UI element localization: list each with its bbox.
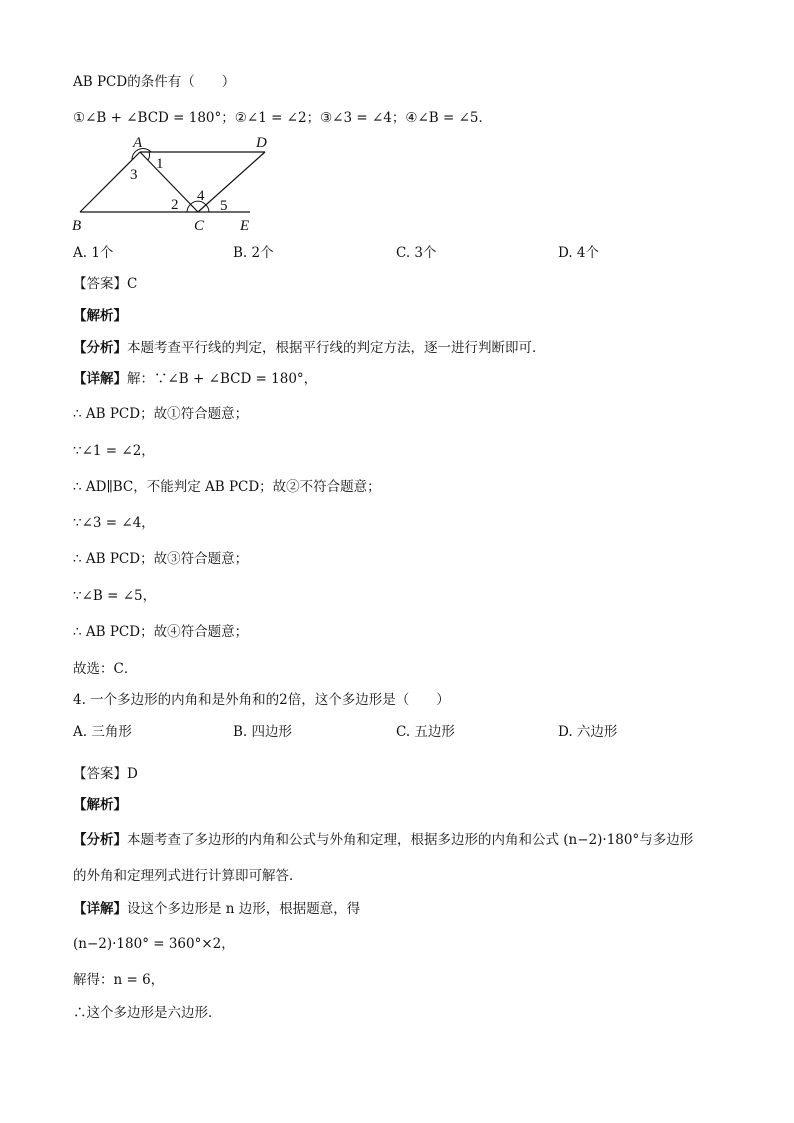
q3-detail-line-5: ∵∠3 = ∠4，	[73, 515, 155, 531]
angle-arc-1	[148, 152, 150, 160]
q3-detail-line-9: 故选：C．	[73, 661, 138, 677]
q4-analysis-line-2: 的外角和定理列式进行计算即可解答．	[73, 868, 303, 884]
q3-stem: AB PCD的条件有（ ）	[73, 74, 236, 90]
angle-label-4: 4	[197, 188, 205, 204]
label-e: E	[240, 218, 250, 234]
q3-detail-line-1	[73, 369, 317, 389]
q3-option-b: B. 2个	[233, 245, 274, 261]
q3-detail-line-8: ∴ AB PCD；故④符合题意；	[73, 624, 249, 640]
q3-analysis	[73, 338, 546, 358]
segment-cd	[198, 152, 265, 212]
q4-analysis-line-1	[73, 830, 693, 850]
q3-option-d: D. 4个	[558, 245, 600, 261]
q3-option-a: A. 1个	[73, 245, 114, 261]
q4-detail-line-1	[73, 899, 360, 919]
angle-label-1: 1	[156, 156, 164, 172]
q3-answer: 【答案】C	[73, 276, 138, 292]
q4-answer: 【答案】D	[73, 766, 138, 782]
q3-detail-line-3: ∵∠1 = ∠2，	[73, 443, 155, 459]
q3-analysis-text: 本题考查平行线的判定，根据平行线的判定方法，逐一进行判断即可．	[127, 340, 546, 356]
label-b: B	[72, 218, 82, 234]
label-a: A	[133, 135, 143, 151]
angle-label-3: 3	[130, 167, 138, 183]
q4-detail-text-1: 设这个多边形是 n 边形，根据题意，得	[127, 901, 361, 917]
q3-detail-line-7: ∵∠B = ∠5，	[73, 588, 157, 604]
q3-jiexi: 【解析】	[73, 308, 127, 324]
q3-detail-line-2: ∴ AB PCD；故①符合题意；	[73, 406, 249, 422]
q4-detail-line-3: 解得：n = 6，	[73, 972, 165, 988]
q4-detail-line-2: (n−2)·180° = 360°×2，	[73, 936, 235, 952]
q4-stem: 4. 一个多边形的内角和是外角和的2倍，这个多边形是（ ）	[73, 692, 450, 708]
q3-analysis-tag: 【分析】	[73, 340, 127, 356]
q4-detail-tag: 【详解】	[73, 901, 127, 917]
angle-label-5: 5	[220, 198, 228, 214]
q4-analysis-text-1: 本题考查了多边形的内角和公式与外角和定理，根据多边形的内角和公式 (n−2)·180°与多边形	[127, 832, 694, 848]
angle-label-2: 2	[171, 197, 179, 213]
q3-detail-line-4: ∴ AD∥BC，不能判定 AB PCD；故②不符合题意；	[73, 479, 381, 495]
q4-jiexi: 【解析】	[73, 797, 127, 813]
angle-arc-2	[187, 204, 191, 212]
label-c: C	[194, 218, 205, 234]
q4-option-a: A. 三角形	[73, 724, 132, 740]
q3-detail-text-1: 解：∵∠B + ∠BCD = 180°，	[127, 371, 318, 387]
q3-option-c: C. 3个	[396, 245, 437, 261]
q4-option-b: B. 四边形	[233, 724, 293, 740]
q4-analysis-tag: 【分析】	[73, 832, 127, 848]
label-d: D	[256, 135, 267, 151]
q4-option-c: C. 五边形	[396, 724, 455, 740]
geometry-figure	[70, 132, 290, 236]
q4-detail-line-4: ∴这个多边形是六边形．	[73, 1005, 222, 1021]
q3-conditions: ①∠B + ∠BCD = 180°；②∠1 = ∠2；③∠3 = ∠4；④∠B = ∠5．	[73, 110, 493, 126]
segment-ac	[140, 152, 198, 212]
angle-arc-5	[205, 204, 209, 212]
q3-detail-line-6: ∴ AB PCD；故③符合题意；	[73, 551, 249, 567]
q4-option-d: D. 六边形	[558, 724, 618, 740]
q3-detail-tag: 【详解】	[73, 371, 127, 387]
